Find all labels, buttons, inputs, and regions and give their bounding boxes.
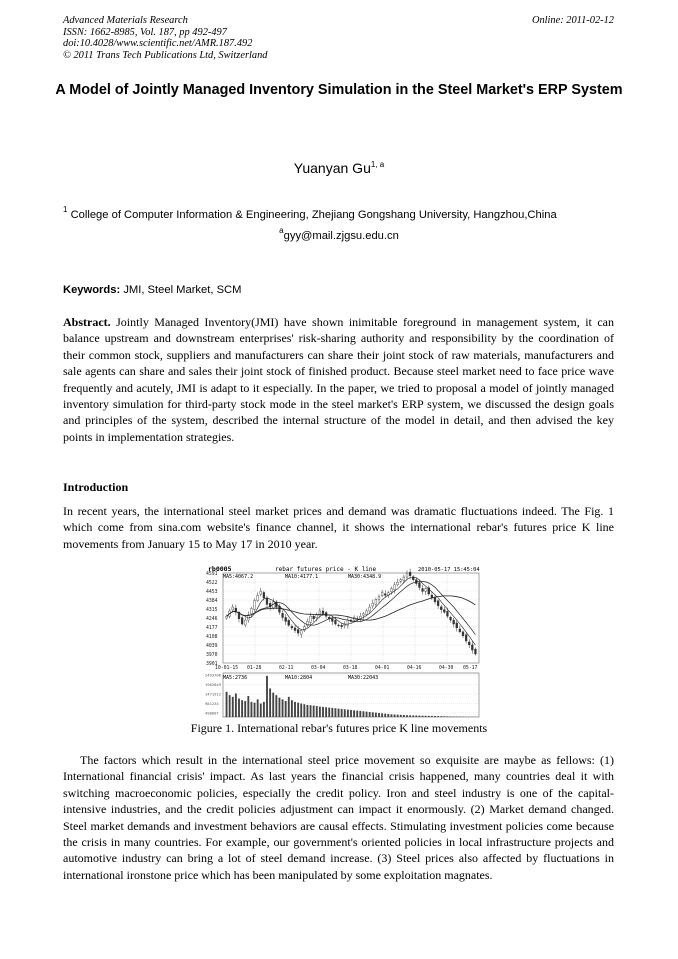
volume-tick-label: 981234 xyxy=(205,701,219,706)
candle-body xyxy=(285,617,287,621)
journal-name: Advanced Materials Research xyxy=(63,15,188,26)
candle-body xyxy=(465,635,467,641)
volume-bar xyxy=(434,716,436,717)
candle-body xyxy=(419,583,421,588)
time-tick-label: 01-28 xyxy=(247,666,262,671)
figure-caption: Figure 1. International rebar's futures price K line movements xyxy=(190,721,488,735)
candle-body xyxy=(406,573,408,577)
figure-1 xyxy=(205,563,481,718)
keywords-label: Keywords: xyxy=(63,284,121,296)
volume-bar xyxy=(347,710,349,717)
page-header xyxy=(63,15,614,61)
candle-body xyxy=(437,601,439,606)
candle-body xyxy=(313,616,315,619)
volume-bar xyxy=(391,714,393,717)
ma5-label: MA5:4067.2 xyxy=(223,574,254,580)
volume-bar xyxy=(251,702,253,717)
chart-title: rebar futures price - K line xyxy=(275,566,377,573)
time-tick-label: 05-17 xyxy=(463,666,478,671)
email-address[interactable]: gyy@mail.zjgsu.edu.cn xyxy=(283,230,399,242)
candle-body xyxy=(319,611,321,616)
candle-body xyxy=(300,631,302,635)
candle-body xyxy=(341,625,343,626)
candle-body xyxy=(369,607,371,611)
volume-bar xyxy=(257,699,259,717)
volume-tick-label: 1471912 xyxy=(205,691,222,697)
volume-bar xyxy=(282,699,284,717)
candle-body xyxy=(434,598,436,602)
volume-bar xyxy=(406,715,408,717)
price-tick-label: 4522 xyxy=(206,581,218,586)
volume-bar xyxy=(313,706,315,717)
candle-body xyxy=(375,599,377,604)
vol-ma10-label: MA10:2804 xyxy=(285,675,313,681)
volume-bar xyxy=(372,712,374,717)
volume-bar xyxy=(366,712,368,717)
price-tick-label: 3901 xyxy=(206,662,218,667)
chart-timestamp: 2010-05-17 15:45:04 xyxy=(418,567,480,573)
abstract xyxy=(63,314,614,445)
candle-body xyxy=(241,618,243,624)
candle-body xyxy=(254,601,256,610)
volume-bar xyxy=(341,709,343,717)
volume-bar xyxy=(425,716,427,717)
candle-body xyxy=(422,589,424,592)
candle-body xyxy=(282,613,284,617)
volume-bar xyxy=(247,696,249,717)
candle-body xyxy=(226,616,228,618)
volume-bar xyxy=(350,710,352,717)
candle-body xyxy=(266,598,268,605)
candle-body xyxy=(440,607,442,610)
candle-body xyxy=(363,614,365,616)
volume-bar xyxy=(397,715,399,717)
volume-bar xyxy=(300,704,302,717)
candle-body xyxy=(450,617,452,620)
affiliation-text: College of Computer Information & Engineering, Zhejiang Gongshang University, Hangzhou,China xyxy=(70,209,557,221)
candle-body xyxy=(372,603,374,606)
candle-body xyxy=(475,649,477,654)
candle-body xyxy=(468,642,470,645)
volume-bar xyxy=(381,713,383,717)
volume-bar xyxy=(269,688,271,717)
volume-bar xyxy=(272,693,274,717)
candle-body xyxy=(400,580,402,582)
volume-bar xyxy=(359,711,361,717)
volume-bar xyxy=(226,692,228,717)
candle-body xyxy=(381,593,383,596)
candle-body xyxy=(331,619,333,622)
ma10-label: MA10:4177.1 xyxy=(285,574,319,580)
volume-bar xyxy=(431,716,433,717)
candle-body xyxy=(443,610,445,613)
vol-ma30-label: MA30:22043 xyxy=(348,675,379,681)
volume-bar xyxy=(369,712,371,717)
candle-body xyxy=(288,620,290,625)
volume-bar xyxy=(450,716,452,717)
candle-body xyxy=(310,616,312,622)
time-tick-label: 02-11 xyxy=(279,666,294,671)
volume-bar xyxy=(415,715,417,717)
kline-chart xyxy=(205,563,481,718)
candle-body xyxy=(409,572,411,576)
candle-body xyxy=(397,582,399,585)
doi-line: doi:10.4028/www.scientific.net/AMR.187.492 xyxy=(63,38,253,50)
candle-body xyxy=(322,611,324,614)
volume-bar xyxy=(232,697,234,717)
candle-body xyxy=(294,628,296,631)
candle-body xyxy=(378,597,380,600)
price-tick-label: 4108 xyxy=(206,635,218,640)
candle-body xyxy=(291,626,293,628)
time-tick-label: 04-01 xyxy=(375,666,390,671)
issn-line: ISSN: 1662-8985, Vol. 187, pp 492-497 xyxy=(63,26,227,38)
volume-bar xyxy=(297,703,299,717)
volume-tick-label: 2493706 xyxy=(205,672,222,678)
volume-bar xyxy=(384,714,386,717)
candle-body xyxy=(425,589,427,592)
volume-bar xyxy=(403,715,405,717)
time-tick-label: 10-01-15 xyxy=(215,666,239,671)
keywords xyxy=(63,284,241,296)
abstract-label: Abstract. xyxy=(63,315,111,329)
price-tick-label: 4453 xyxy=(206,590,218,595)
price-tick-label: 3970 xyxy=(206,653,218,658)
volume-bar xyxy=(375,713,377,717)
introduction-paragraph: In recent years, the international steel market prices and demand was dramatic fluctuations indeed. The Fig. 1 which come from sina.com website's finance channel, it shows the international rebar's futures price K line movements from January 15 to May 17 in 2010 year. xyxy=(63,504,614,551)
candle-body xyxy=(335,620,337,624)
volume-bar xyxy=(310,705,312,717)
volume-bar xyxy=(409,715,411,717)
volume-bar xyxy=(288,697,290,717)
volume-bar xyxy=(285,701,287,717)
volume-bar xyxy=(394,714,396,717)
affiliation xyxy=(63,205,618,221)
volume-bar xyxy=(303,704,305,717)
body-paragraph: The factors which result in the international steel price movement so exquisite are maybe as fellows: (1) International financial crisis' impact. As last years the financial crisis happened, many countries deal it with switching macroeconomic policies, especially the credit policy. Iron and steel industry is one of the capital-intensive industries, and the credit policies adjustment can impact it enormously. (2) Market demand changed. Steel market demands and investment behaviors are causal effects. Stimulating investment policies come because the crisis in many countries. For example, our government's oriented policies in local infrastructure projects and automotive industry can bring a lot of steel demand increase. (3) Steel prices also affected by fluctuations in international ironstone price which has been manipulated by some exploitation magnates. xyxy=(63,753,614,882)
candle-body xyxy=(391,589,393,592)
candle-body xyxy=(260,591,262,594)
volume-bar xyxy=(422,716,424,717)
volume-bar xyxy=(328,708,330,717)
volume-bar xyxy=(331,708,333,717)
candle-body xyxy=(471,645,473,650)
volume-bar xyxy=(437,716,439,717)
candle-body xyxy=(456,623,458,628)
author-name: Yuanyan Gu xyxy=(293,160,371,176)
time-tick-label: 03-18 xyxy=(343,666,358,671)
volume-bar xyxy=(275,695,277,717)
email-line xyxy=(0,226,678,242)
price-tick-label: 4039 xyxy=(206,644,218,649)
volume-bar xyxy=(338,709,340,717)
copyright-line: © 2011 Trans Tech Publications Ltd, Switzerland xyxy=(63,49,268,61)
volume-bar xyxy=(263,702,265,717)
volume-tick-label: 1962849 xyxy=(205,682,222,687)
volume-bar xyxy=(428,716,430,717)
volume-bar xyxy=(400,715,402,717)
vol-ma5-label: MA5:2736 xyxy=(223,675,248,681)
volume-bar xyxy=(322,707,324,717)
volume-bar xyxy=(344,709,346,717)
volume-bar xyxy=(419,716,421,717)
volume-bar xyxy=(244,701,246,717)
candle-body xyxy=(244,620,246,625)
candle-body xyxy=(384,594,386,596)
price-tick-label: 4315 xyxy=(206,608,218,613)
candle-body xyxy=(462,632,464,636)
section-heading-introduction: Introduction xyxy=(63,480,129,494)
time-tick-label: 04-16 xyxy=(407,666,422,671)
email-sup: a xyxy=(279,226,284,235)
chart-code: rb0005 xyxy=(208,565,232,573)
volume-bar xyxy=(254,703,256,717)
volume-bar xyxy=(325,707,327,717)
abstract-text: Jointly Managed Inventory(JMI) have shown inimitable foreground in management system, it can balance upstream and downstream enterprises' risk-sharing authority and responsibility by the coordination of their common stock, suppliers and manufacturers can share their joint stock of raw materials, manufacturers and sale agents can share and sales their joint stock of finished product. Because steel market need to face price wave frequently and acutely, JMI is adapt to it especially. In the paper, we tried to proposal a model of jointly managed inventory simulation for third-party stock mode in the steel market's ERP system, we discussed the design goals and principles of the system, described the internal structure of the model in detail, and then advised the key points in implementation strategies. xyxy=(63,315,614,444)
price-tick-label: 4177 xyxy=(206,626,218,631)
candle-body xyxy=(447,611,449,616)
candle-body xyxy=(297,629,299,633)
volume-bar xyxy=(453,716,455,717)
time-tick-label: 03-04 xyxy=(311,666,326,671)
volume-bar xyxy=(307,705,309,717)
candle-body xyxy=(459,629,461,632)
volume-bar xyxy=(440,716,442,717)
online-date: Online: 2011-02-12 xyxy=(531,15,614,26)
candle-body xyxy=(403,577,405,581)
volume-bar xyxy=(229,695,231,717)
volume-bar xyxy=(412,715,414,717)
volume-bar xyxy=(266,676,268,717)
candle-body xyxy=(251,608,253,613)
ma30-label: MA30:4348.9 xyxy=(348,574,382,580)
candle-body xyxy=(366,611,368,615)
author-sup: 1, a xyxy=(370,160,385,169)
candle-body xyxy=(232,607,234,610)
candle-body xyxy=(338,625,340,626)
volume-bar xyxy=(294,702,296,717)
volume-bar xyxy=(356,711,358,717)
candle-body xyxy=(453,620,455,624)
candle-body xyxy=(263,592,265,597)
author-line xyxy=(0,160,678,176)
volume-bar xyxy=(443,716,445,717)
chart-background xyxy=(205,563,481,718)
price-tick-label: 4384 xyxy=(206,599,218,604)
volume-bar xyxy=(260,704,262,717)
volume-bar xyxy=(238,699,240,717)
price-tick-label: 4246 xyxy=(206,617,218,622)
paper-title: A Model of Jointly Managed Inventory Simulation in the Steel Market's ERP System xyxy=(55,82,623,98)
candle-body xyxy=(257,595,259,600)
price-tick-label: 4591 xyxy=(206,572,218,577)
time-tick-label: 04-30 xyxy=(439,666,454,671)
candle-body xyxy=(394,585,396,590)
volume-bar xyxy=(319,707,321,717)
volume-bar xyxy=(387,714,389,717)
volume-bar xyxy=(363,711,365,717)
volume-bar xyxy=(291,700,293,717)
volume-bar xyxy=(279,698,281,717)
volume-bar xyxy=(335,708,337,717)
volume-bar xyxy=(235,693,237,717)
volume-bar xyxy=(353,710,355,717)
volume-bar xyxy=(447,716,449,717)
volume-bar xyxy=(316,706,318,717)
volume-bar xyxy=(241,700,243,717)
keywords-text: JMI, Steel Market, SCM xyxy=(123,284,242,296)
volume-bar xyxy=(378,713,380,717)
volume-tick-label: 490607 xyxy=(205,710,219,716)
candle-body xyxy=(316,615,318,618)
affiliation-sup: 1 xyxy=(63,205,68,214)
